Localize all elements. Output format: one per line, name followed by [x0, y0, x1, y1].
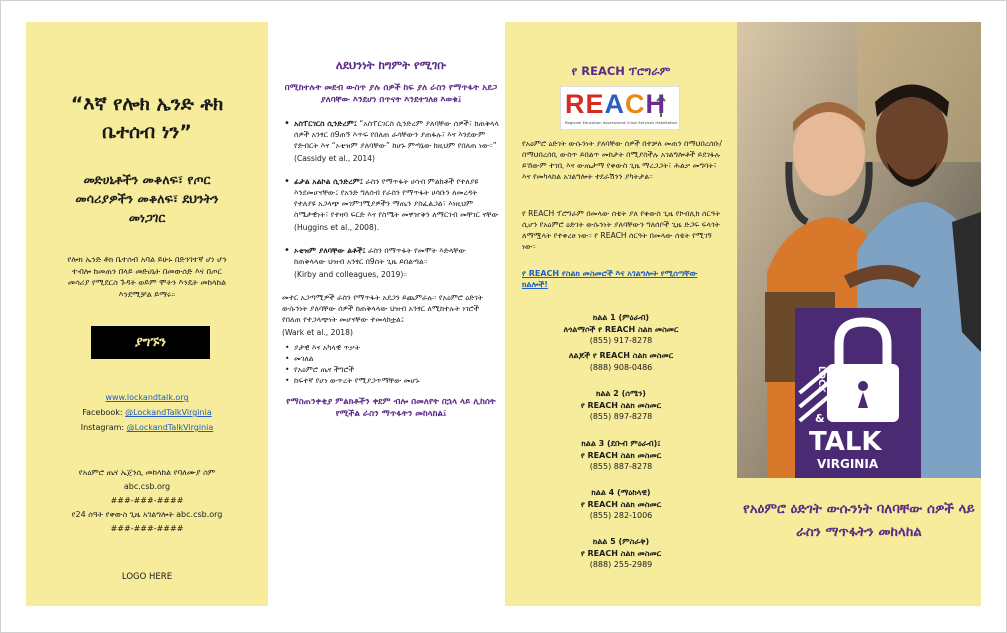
panel-safety	[282, 60, 500, 420]
panel1-subtitle: መድሀኒቶችን መቆለፍ፣ የጦር መሳሪያዎችን መቆለፍ፣ ደህንትን መነጋገር	[75, 172, 219, 225]
reach-logo-tagline: Regional Education Assessment Crisis Services Habilitation	[565, 120, 678, 125]
region-line: የ REACH ስልክ መስመር	[580, 400, 662, 410]
panel3-heading: የ REACH ፕሮግራም	[571, 64, 671, 78]
region-name: ክልል 1 (ምዕራብ)	[592, 313, 650, 322]
region-1	[505, 312, 737, 347]
agency-site: abc.csb.org	[123, 482, 171, 491]
panel-contact	[26, 22, 268, 606]
crisis-phone: ###-###-####	[110, 524, 184, 533]
lock-and-talk-logo-text: LOCK	[816, 366, 826, 393]
region-3	[505, 438, 737, 473]
list-item: • መገለል	[282, 353, 500, 364]
bullet-citation: (Cassidy et al., 2014)	[294, 154, 376, 163]
region-4	[505, 487, 737, 522]
bullet-lead: ኦቲዝም ያለባቸው ልቶች፤	[294, 246, 366, 255]
instagram-label: Instagram:	[80, 423, 127, 432]
risk-bullet	[282, 176, 500, 233]
bullet-text: “አስፐርገርስ ሲንድረም ያለባቸው ሰዎች፣ ከጠቅላላ ሰዎች አንፃር በ9ጠኝ እጥፍ የበለጠ ራሳቸውን ያጠፋሉ፣ እና እንደውም የድብርት እና “ኦቲዝም ያለባቸው” ከሆኑ ምጣኔው ከዚህም የበለጠ ነው።”	[294, 119, 499, 150]
facebook-link[interactable]: @LockandTalkVirginia	[125, 408, 212, 417]
paragraph-text: መተር አጋጣሚዎች ራስን የማጥፋት አደጋን ይጨምራሉ። የአዕምሮ ዕድገት ውሱንነት ያለባቸው ሰዎች ከጠቅላላው ህዝብ አንፃር ለሚከተሉት ነገሮች የበለጠ የተጋላጭነት መሆናቸው ተመላክቷል፤	[282, 293, 483, 324]
region-phone[interactable]: (855) 917-8278	[589, 336, 653, 345]
instagram-link[interactable]: @LockandTalkVirginia	[126, 423, 214, 432]
panel2-paragraph	[282, 292, 500, 338]
region-name: ክልል 3 (ደቡብ ምዕራብ)፤	[581, 439, 661, 448]
panel2-intro: በሚከተሉት መደብ ውስጥ ያሉ ሰዎች ከፍ ያለ ራስን የማጥፋት አደጋ ያለባቸው እንደሆነ በጥናት እንደተገለፀ እወቁ፤	[284, 83, 498, 105]
region-phone[interactable]: (855) 887-8278	[589, 462, 653, 471]
bullet-citation: (Kirby and colleagues, 2019)።	[294, 270, 407, 279]
region-phone[interactable]: (855) 897-8278	[589, 412, 653, 421]
bullet-lead: ፊታል አልኮል ሲንድረም፤	[294, 177, 363, 186]
region-line: የ REACH ስልክ መስመር	[580, 548, 662, 558]
panel1-title: “እኛ የሎክ ኤንድ ቶክ ቤተሰብ ነን”	[70, 93, 224, 143]
bullet-citation: (Huggins et al., 2008).	[294, 223, 380, 232]
panel2-heading: ለደህንነት ከግምት የሚገቡ	[335, 58, 447, 72]
region-name: ክልል 5 (ምስራቅ)	[592, 537, 650, 546]
region-name: ክልል 2 (ሰሜን)	[596, 389, 646, 398]
svg-text:TALK: TALK	[809, 427, 882, 457]
reach-regions-link[interactable]: የ REACH የስልክ መስመሮች እና አገልግሎት የሚሰጣቸው ክልሎች!	[522, 269, 698, 289]
paragraph-citation: (Wark et al., 2018)	[282, 328, 353, 337]
list-item: • ያታዊ እና አካላዊ ጥቃት	[282, 342, 500, 353]
region-phone[interactable]: (888) 255-2989	[589, 560, 653, 569]
risk-bullet	[282, 118, 500, 164]
reach-logo	[560, 86, 680, 130]
logo-placeholder: LOGO HERE	[121, 572, 173, 582]
region-name: ለልጆች የ REACH ስልክ መስመር	[568, 351, 674, 360]
list-item: • ከፍተኛ የሆነ ውጥረት የሚያጋጥማቸው መሆኑ	[282, 375, 500, 386]
facebook-label: Facebook:	[82, 408, 126, 417]
website-link[interactable]: www.lockandtalk.org	[105, 393, 189, 402]
region-2	[505, 388, 737, 423]
reach-logo-text: REACH	[565, 89, 667, 119]
lock-and-talk-logo-art	[795, 308, 921, 483]
svg-text:VIRGINIA: VIRGINIA	[817, 457, 879, 471]
bullet-text: ራስን በማጥፋት የመሞት እድላቸው ከጠቅላላው ህዝብ አንፃር በ9ሰት ጊዜ ይበልጣል።	[294, 246, 466, 266]
region-line: ለጎልማሶች የ REACH ስልክ መስመር	[563, 324, 679, 334]
panel2-footer: የማስጠንቀቂያ ምልክቶችን ቀደም ብሎ በመለየት በኋላ ላይ ሊከሰት የሚችል ራስን ማጥፋትን መከላከል፤	[286, 397, 496, 419]
contact-us-button[interactable]: ያግኙን	[91, 326, 210, 359]
region-line: የ REACH ስልክ መስመር	[580, 450, 662, 460]
reach-body-2: የ REACH ፕሮግራም በመላው ሰቴት ያለ የቀውስ ጊዜ የኮብሊክ ሰርዓት ሲሆን የአዕምሮ ዕድገት ውሱንነት ያለባቸውን ግለሰቦች ጊዜ ድጋፍ ፍላጎት ለማሟላት የተቀረፀ ነው። የ REACH ሰርዓት በመላው ሰቴት የሚገኝ ነው።	[522, 209, 721, 251]
panel4-caption: የአዕምሮ ዕድገት ውሱንነት ባለባቸው ሰዎች ላይ ራስን ማጥፋትን መከላከል	[743, 501, 975, 540]
lock-and-talk-logo	[795, 308, 921, 483]
region-phone[interactable]: (855) 282-1006	[589, 511, 653, 520]
bullet-lead: አስፐርገርስ ሲንድረም፤	[294, 119, 357, 128]
social-links	[26, 390, 268, 435]
region-5	[505, 536, 737, 571]
reach-body-1: የአዕምሮ ዕድገት ውሱንነት ያለባቸው ሰዎች በተቻለ መጠን በማህበረሰቡ/በማህበረሰቢ ውስጥ ይበልጥ መከታት በሚያስችሉ አገልግሎቶች ይደገፋሉ ይኸውም ተገቢ እና ውጤታማ የቀውስ ጊዜ ማረጋጋት፣ ሕልቃ መግባት፣ እና የመካላከል አገልግሎት ተደራሽንን ያካትታል።	[522, 139, 722, 181]
agency-line: የአዕምሮ ጤና ኤጀንሲ መከላከል የባለሙያ ስም	[78, 468, 216, 477]
svg-text:&: &	[815, 412, 825, 425]
agency-phone: ###-###-####	[110, 496, 184, 505]
panel1-body: የሎክ ኤንድ ቶክ ቤተሰብ አባል ይሁኑ በድንገተኛ ሆነ ሆን ተብሎ ከመጠን በላይ መድሀኒት በመውሰድ እና በጦር መሳሪያ የሚደርስ ጉዳት ወይም ሞትን እንዴት መከላከል እንደሚቻል ይማሩ።	[67, 255, 227, 299]
region-line: የ REACH ስልክ መስመር	[580, 499, 662, 509]
list-item: • የአዕምሮ ጤና ችግሮች	[282, 364, 500, 375]
crisis-line: የ24 ሰዓት የቀውስ ጊዜ አገልግሎት abc.csb.org	[71, 510, 223, 519]
risk-bullet	[282, 245, 500, 280]
region-1-children	[505, 350, 737, 373]
agency-contact	[26, 466, 268, 536]
region-name: ክልል 4 (ማዕከላዊ)	[591, 488, 651, 497]
region-phone[interactable]: (888) 908-0486	[589, 362, 653, 372]
bullet-text: ራስን የማጥፋት ሀሳብ ምልክቶች የተለያዩ እንደመሆናቸው፤ የአንድ ግለሰብ የራስን የማጥፋት ሀሳቡን ለመረዳት የተለያዩ አጋላጭ መገምገሚያዎችን ማጤን ያስፈልጋል፣ እነዚህም ስሜታዊነት፣ የተዛባ ፍርድ እና የስሜት መዋዠቅን ለማርገብ መቸገር ናቸው	[294, 177, 499, 219]
